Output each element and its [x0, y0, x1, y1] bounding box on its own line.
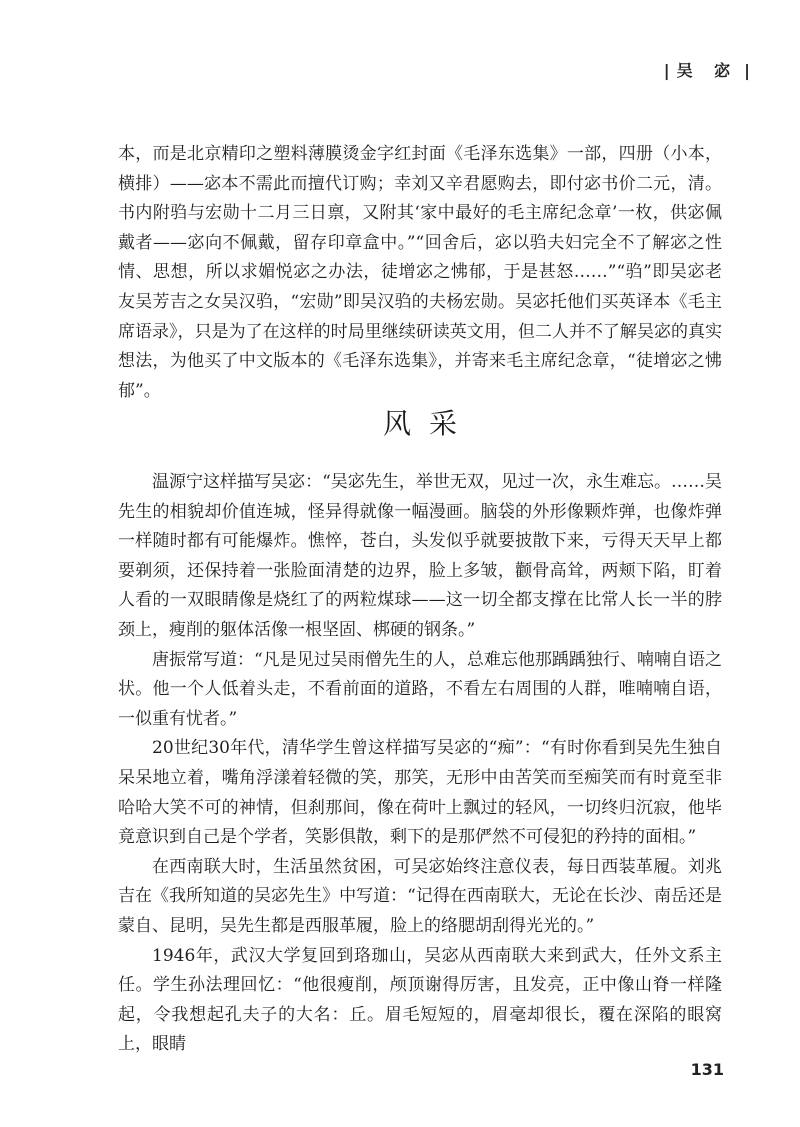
header-divider-right: |: [744, 61, 751, 80]
running-title: 吴 宓: [676, 61, 739, 80]
running-header: [658, 58, 757, 81]
page-number: 131: [690, 1060, 724, 1079]
paragraph: 20世纪30年代，清华学生曾这样描写吴宓的“痴”：“有时你看到吴先生独自呆呆地立着，嘴角浮漾着轻微的笑，那笑，无形中由苦笑而至痴笑而有时竟至非哈哈大笑不可的神情，但刹那间，像在荷叶上飘过的轻风，一切终归沉寂，他毕竟意识到自己是个学者，笑影俱散，剩下的是那俨然不可侵犯的矜持的面相。”: [118, 738, 722, 848]
continued-text-block: [118, 140, 722, 406]
paragraph: 温源宁这样描写吴宓：“吴宓先生，举世无双，见过一次，永生难忘。……吴先生的相貌却价值连城，怪异得就像一幅漫画。脑袋的外形像颗炸弹，也像炸弹一样随时都有可能爆炸。憔悴，苍白，头发似乎就要披散下来，亏得天天早上都要剃须，还保持着一张脸面清楚的边界，脸上多皱，颧骨高耸，两颊下陷，盯着人看的一双眼睛像是烧红了的两粒煤球——这一切全都支撑在比常人长一半的脖颈上，瘦削的躯体活像一根坚固、梆硬的钢条。”: [118, 472, 722, 640]
paragraph: 唐振常写道：“凡是见过吴雨僧先生的人，总难忘他那踽踽独行、喃喃自语之状。他一个人低着头走，不看前面的道路，不看左右周围的人群，唯喃喃自语，一似重有忧者。”: [118, 649, 722, 729]
section-title: 风采: [382, 407, 475, 440]
paragraph: 在西南联大时，生活虽然贫困，可吴宓始终注意仪表，每日西装革履。刘兆吉在《我所知道的吴宓先生》中写道：“记得在西南联大，无论在长沙、南岳还是蒙自、昆明，吴先生都是西服革履，脸上的络腮胡刮得光光的。”: [118, 856, 722, 936]
paragraph-continued: 本，而是北京精印之塑料薄膜烫金字红封面《毛泽东选集》一部，四册（小本，横排）——宓本不需此而擅代订购；幸刘又辛君愿购去，即付宓书价二元，清。书内附驺与宏勋十二月三日禀，又附其‘家中最好的毛主席纪念章’一枚，供宓佩戴者——宓向不佩戴，留存印章盒中。”“回舍后，宓以驺夫妇完全不了解宓之性情、思想，所以求媚悦宓之办法，徒增宓之怫郁，于是甚怒……”“驺”即吴宓老友吴芳吉之女吴汉驺，“宏勋”即吴汉驺的夫杨宏勋。吴宓托他们买英译本《毛主席语录》，只是为了在这样的时局里继续研读英文用，但二人并不了解吴宓的真实想法，为他买了中文版本的《毛泽东选集》，并寄来毛主席纪念章，“徒增宓之怫郁”。: [118, 144, 722, 401]
section-body: [118, 468, 722, 1060]
header-divider-left: |: [663, 61, 671, 80]
paragraph: 1946年，武汉大学复回到珞珈山，吴宓从西南联大来到武大，任外文系主任。学生孙法理回忆：“他很瘦削，颅顶谢得厉害，且发亮，正中像山脊一样隆起，令我想起孔夫子的大名：丘。眉毛短短的，眉毫却很长，覆在深陷的眼窝上，眼睛: [118, 945, 722, 1055]
